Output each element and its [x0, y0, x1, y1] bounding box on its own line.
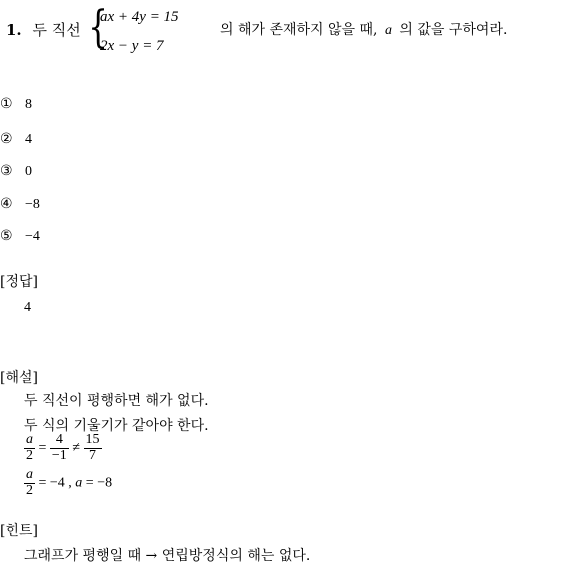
choice-1-value: 8: [25, 97, 33, 112]
question-var-a: a: [384, 23, 392, 38]
fraction-a-over-2-second: $\frac{a}{2}$: [26, 467, 33, 498]
fraction-a-over-2: $\frac{a}{2}$: [26, 432, 33, 463]
explanation-formula-2: $\frac{a}{2}$ = −4 , a = −8: [26, 467, 113, 498]
choice-1[interactable]: [0, 96, 32, 113]
explanation-heading: [해설]: [0, 370, 38, 386]
question-post-text-1: 의 해가 존재하지 않을 때,: [220, 22, 378, 38]
system-eq1: ax + 4y = 15: [100, 9, 179, 25]
choice-4-mark: ④: [0, 196, 13, 212]
choice-4[interactable]: [0, 196, 40, 213]
choice-2[interactable]: [0, 131, 32, 148]
explanation-line1: 두 직선이 평행하면 해가 없다.: [24, 393, 209, 409]
system-eq2: 2x − y = 7: [100, 38, 164, 54]
fraction-4-over-neg1: $\frac{4}{-1}$: [51, 432, 67, 463]
answer-heading: [정답]: [0, 274, 38, 290]
system-brace: {: [88, 2, 108, 53]
explanation-formula-1: $\frac{a}{2}$ = $\frac{4}{-1}$ ≠ $\frac{15}{7}$: [26, 432, 100, 463]
question-post-text-2: 의 값을 구하여라.: [399, 22, 508, 38]
choice-3-value: 0: [25, 164, 33, 179]
choice-5-mark: ⑤: [0, 228, 13, 244]
fraction-15-over-7: $\frac{15}{7}$: [85, 432, 100, 463]
answer-value: 4: [24, 300, 31, 315]
hint-line1: 그래프가 평행일 때 → 연립방정식의 해는 없다.: [24, 548, 311, 564]
choice-1-mark: ①: [0, 96, 13, 112]
question-number: 1.: [6, 21, 22, 39]
hint-heading: [힌트]: [0, 523, 38, 539]
question-pre-text: 두 직선: [32, 21, 81, 39]
question-post-text: [220, 19, 507, 39]
choice-5[interactable]: [0, 228, 40, 245]
choice-2-value: 4: [25, 132, 33, 147]
choice-3[interactable]: [0, 163, 32, 180]
explanation-line2: 두 식의 기울기가 같아야 한다.: [24, 418, 209, 434]
choice-3-mark: ③: [0, 163, 13, 179]
choice-2-mark: ②: [0, 131, 13, 147]
question-stem: [6, 19, 81, 40]
choice-4-value: −8: [25, 197, 40, 212]
choice-5-value: −4: [25, 229, 40, 244]
